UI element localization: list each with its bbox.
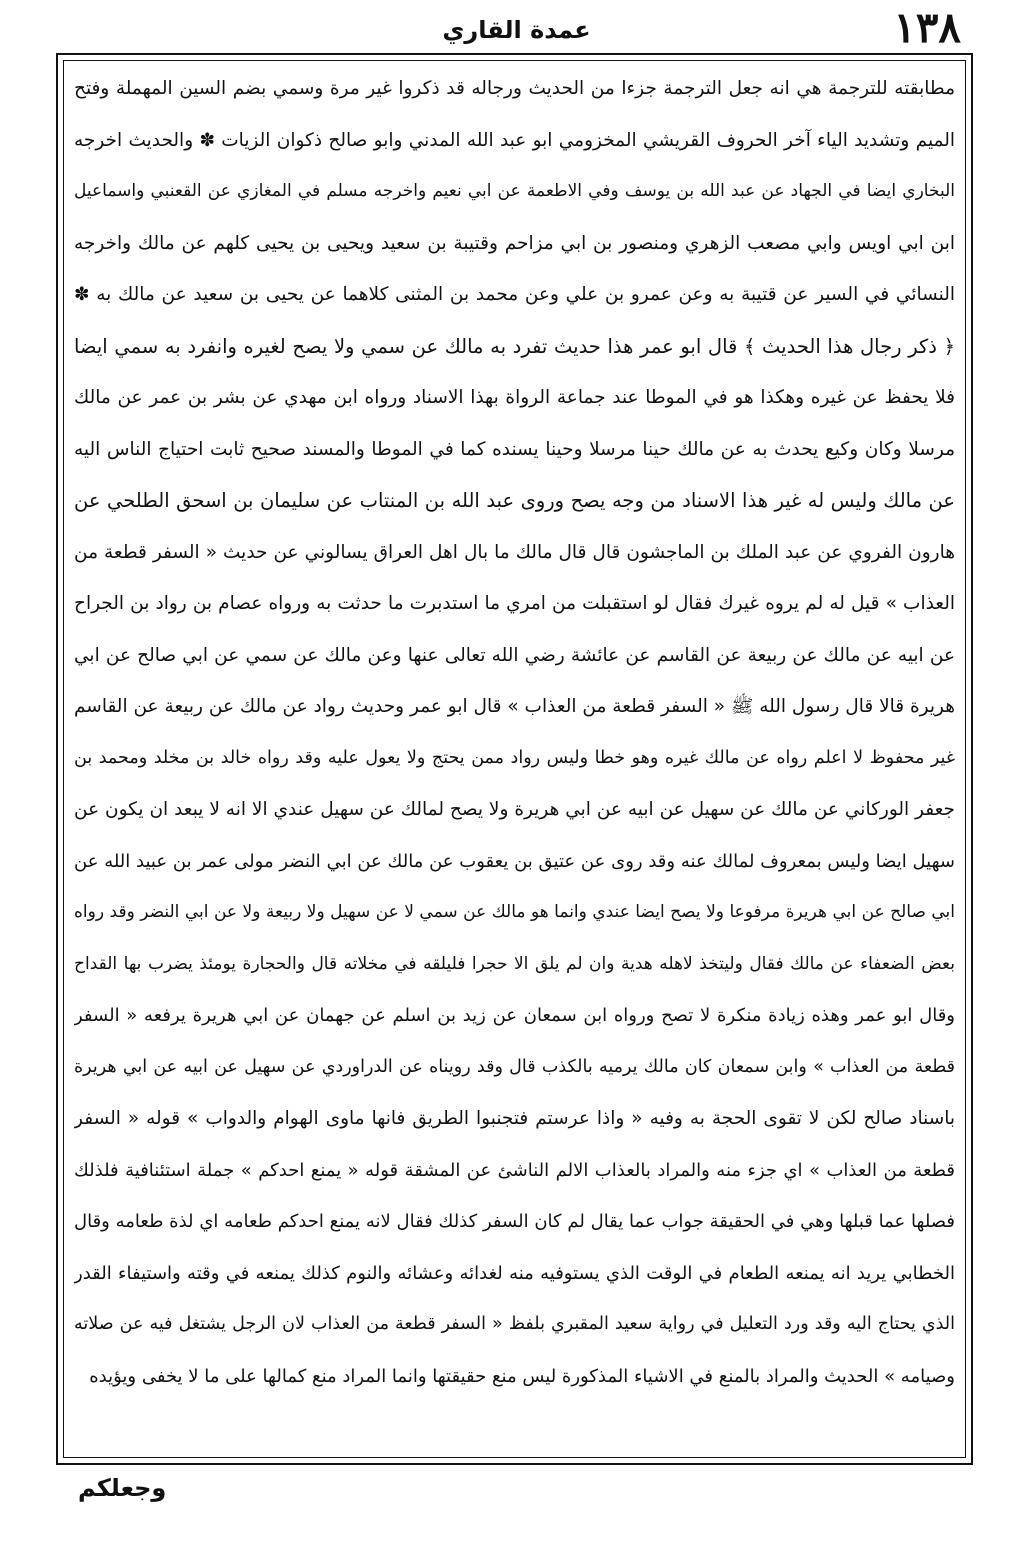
text-line: ﴿ ذكر رجال هذا الحديث ﴾ قال ابو عمر هذا حديث تفرد به مالك عن سمي ولا يصح لغيره وانفرد به سمي ايضا <box>74 334 955 358</box>
main-text-block <box>74 63 955 1402</box>
text-line: العذاب » قيل له لم يروه غيرك فقال لو استقبلت من امري ما استدبرت ما حدثت به ورواه عصام بن رواد بن الجراح <box>74 593 955 614</box>
text-line: عن مالك وليس له غير هذا الاسناد من وجه يصح وروى عبد الله بن المنتاب عن سليمان بن اسحق الطلحي عن <box>74 489 955 512</box>
text-line: الخطابي يريد انه يمنعه الطعام في الوقت الذي يستوفيه منه لغدائه وعشائه والنوم كذلك يمنعه في وقته واستيفاء القدر <box>74 1262 955 1284</box>
running-title: عمدة القاري <box>442 16 591 44</box>
text-line: قطعة من العذاب » اي جزء منه والمراد بالعذاب الالم الناشئ عن المشقة قوله « يمنع احدكم » جملة استئنافية فلذلك <box>74 1159 955 1181</box>
text-line: وصيامه » الحديث والمراد بالمنع في الاشياء المذكورة ليس منع حقيقتها وانما المراد منع كمالها على ما لا يخفى ويؤيده <box>89 1365 955 1387</box>
text-line: فلا يحفظ عن غيره وهكذا هو في الموطا عند جماعة الرواة بهذا الاسناد ورواه ابن مهدي عن بشر بن عمر عن مالك <box>74 387 955 408</box>
text-line: ابي صالح عن ابي هريرة مرفوعا ولا يصح ايضا عندي وانما هو مالك عن سمي لا عن سهيل ولا ربيعة ولا عن ابي النضر وقد رواه <box>74 902 955 922</box>
text-line: مرسلا وكان وكيع يحدث به عن مالك حينا مرسلا وحينا يسنده كما في الموطا والمسند صحيح ثابت احتياج الناس اليه <box>74 438 955 460</box>
running-header <box>58 3 975 52</box>
text-line: ابن ابي اويس وابي مصعب الزهري ومنصور بن ابي مزاحم وقتيبة بن سعيد ويحيى بن يحيى كلهم عن مالك واخرجه <box>74 232 955 254</box>
text-line: الذي يحتاج اليه وقد ورد التعليل في رواية سعيد المقبري بلفظ « السفر قطعة من العذاب لان الرجل يشتغل فيه عن صلاته <box>74 1314 955 1334</box>
text-line: بعض الضعفاء عن مالك فقال وليتخذ لاهله هدية وان لم يلق الا حجرا فليلقه في مخلاته قال والحجارة يومئذ يضرب بها القداح <box>74 953 955 974</box>
text-line: وقال ابو عمر وهذه زيادة منكرة لا تصح ورواه ابن سمعان عن زيد بن اسلم عن جهمان عن ابي هريرة يرفعه « السفر <box>74 1005 955 1026</box>
text-line: النسائي في السير عن قتيبة به وعن عمرو بن علي وعن محمد بن المثنى كلاهما عن يحيى بن سعيد عن مالك به ✽ <box>74 284 955 305</box>
text-line: هارون الفروي عن عبد الملك بن الماجشون قال قال مالك ما بال اهل العراق يسالوني عن حديث « السفر قطعة من <box>74 541 955 563</box>
text-line: قطعة من العذاب » وابن سمعان كان مالك يرميه بالكذب قال وقد رويناه عن الدراوردي عن سهيل عن ابيه عن ابي هريرة <box>74 1056 955 1077</box>
text-line: البخاري ايضا في الجهاد عن عبد الله بن يوسف وفي الاطعمة عن ابي نعيم واخرجه مسلم في المغازي عن القعنبي واسماعيل <box>74 181 955 201</box>
text-line: الميم وتشديد الياء آخر الحروف القريشي المخزومي ابو عبد الله المدني وابو صالح ذكوان الزيات ✽ والحديث اخرجه <box>74 129 955 151</box>
text-line: مطابقته للترجمة هي انه جعل الترجمة جزءا من الحديث ورجاله قد ذكروا غير مرة وسمي بضم السين المهملة وفتح <box>74 78 955 99</box>
text-line: هريرة قالا قال رسول الله ﷺ « السفر قطعة من العذاب » قال ابو عمر وحديث رواد عن مالك عن ربيعة عن القاسم <box>74 696 955 717</box>
text-line: عن ابيه عن مالك عن ربيعة عن القاسم عن عائشة رضي الله تعالى عنها وعن مالك عن سمي عن ابي صالح عن ابي <box>74 644 955 666</box>
text-line: جعفر الوركاني عن مالك عن سهيل عن ابيه عن ابي هريرة ولا يصح لمالك عن سهيل عندي الا انه لا يبعد ان يكون عن <box>74 799 955 820</box>
text-line: غير محفوظ لا اعلم رواه عن مالك غيره وهو خطا وليس رواد ممن يحتج ولا يعول عليه وقد رواه خالد بن مخلد ومحمد بن <box>74 747 955 768</box>
text-line: سهيل ايضا وليس بمعروف لمالك عنه وقد روى عن عتيق بن يعقوب عن مالك عن ابي النضر مولى عمر بن عبيد الله عن <box>74 850 955 872</box>
text-line: فصلها عما قبلها وهي في الحقيقة جواب عما يقال لم كان السفر كذلك فقال لانه يمنع احدكم طعامه اي لذة طعامه وقال <box>74 1211 955 1232</box>
catchword: وجعلكم <box>78 1474 167 1502</box>
text-frame-outer-border <box>56 53 973 1465</box>
text-line: باسناد صالح لكن لا تقوى الحجة به وفيه « واذا عرستم فتجنبوا الطريق فانها ماوى الهوام والدواب » قوله « السفر <box>74 1108 955 1129</box>
page-number: ۱۳۸ <box>893 3 961 52</box>
